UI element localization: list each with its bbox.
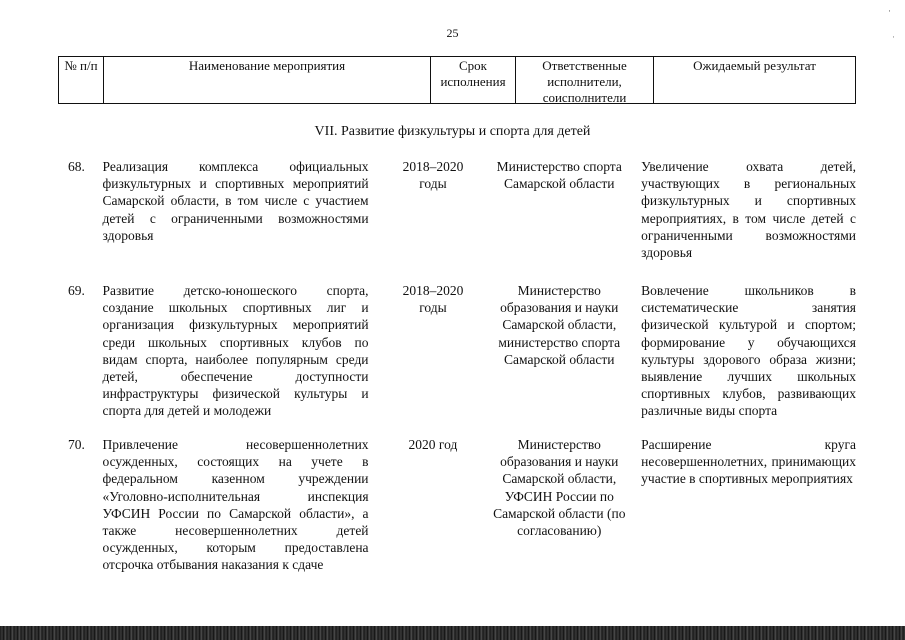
scan-mark: ·	[892, 32, 895, 42]
row-expected-result: Расширение круга несовершеннолетних, принимающих участие в спортивных мероприятиях	[641, 437, 856, 487]
header-event-name: Наименование мероприятия	[104, 57, 431, 103]
row-expected-result: Вовлечение школьников в систематические занятия физической культурой и спортом; формирование у обучающихся культуры здорового образа жизни; выявление лучших школьных спортивных клубов, развивающих различные виды спорта	[641, 283, 856, 419]
row-term: 2018–2020 годы	[402, 159, 464, 192]
section-title: VII. Развитие физкультуры и спорта для детей	[314, 124, 591, 139]
header-number: № п/п	[59, 57, 104, 103]
row-number: 69.	[68, 283, 85, 298]
row-term: 2020 год	[408, 437, 458, 452]
table-row	[58, 158, 856, 261]
header-expected-result: Ожидаемый результат	[693, 58, 816, 73]
header-term: Срок исполнения	[431, 57, 516, 103]
row-expected-result: Увеличение охвата детей, участвующих в региональных физкультурных и спортивных мероприятиях, в том числе детей с ограниченными возможностями здоровья	[641, 159, 856, 261]
scan-border	[0, 626, 905, 640]
scan-mark: ·	[888, 6, 891, 16]
table-header	[58, 56, 856, 104]
row-responsible: Министерство спорта Самарской области	[496, 159, 622, 192]
row-number: 70.	[68, 437, 85, 452]
row-event-name: Реализация комплекса официальных физкультурных и спортивных мероприятий Самарской области, в том числе с участием детей с ограниченными возможностями здоровья	[102, 159, 369, 243]
row-event-name: Развитие детско-юношеского спорта, создание школьных спортивных лиг и организация физкультурных мероприятий среди школьных спортивных клубов по видам спорта, наиболее популярным среди детей, обеспечение доступности инфраструктуры физической культуры и спорта для детей и молодежи	[102, 283, 369, 419]
row-event-name: Привлечение несовершеннолетних осужденных, состоящих на учете в федеральном казенном учреждении «Уголовно-исполнительная инспекция УФСИН России по Самарской области», а также несовершеннолетних детей осужденных, которым предоставлена отсрочка отбывания наказания к сдаче	[102, 437, 369, 573]
row-responsible: Министерство образования и науки Самарской области, УФСИН России по Самарской области (по согласованию)	[493, 437, 626, 539]
table-row	[58, 282, 856, 420]
table-row	[58, 436, 856, 574]
row-responsible: Министерство образования и науки Самарской области, министерство спорта Самарской области	[498, 283, 621, 367]
row-term: 2018–2020 годы	[402, 283, 464, 316]
row-number: 68.	[68, 159, 85, 174]
page-number: 25	[446, 26, 459, 40]
header-responsible: Ответственные исполнители, соисполнители	[516, 57, 654, 103]
